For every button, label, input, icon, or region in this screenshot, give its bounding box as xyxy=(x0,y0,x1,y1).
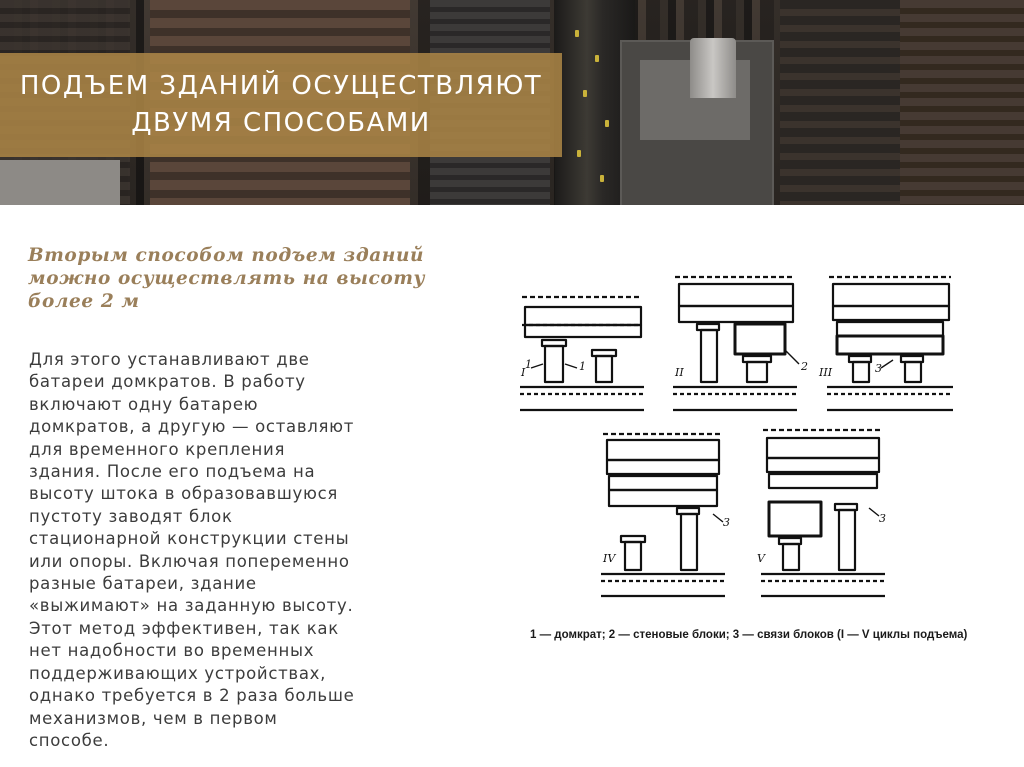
subtitle: Вторым способом подъем зданий можно осуществлять на высоту более 2 м xyxy=(28,245,426,312)
diagram-label-panel-1-roman: I xyxy=(521,366,526,379)
title-box xyxy=(0,53,562,157)
background-building xyxy=(0,160,120,205)
body-text: Для этого устанавливают две батареи домкратов. В работу включают одну батарею домкратов, а другую — оставляют для временного крепления здания. После его подъема на высоту штока в образовавшуюся пустоту заводят блок стационарной конструкции стены или опоры. Включая попеременно разные батареи, здание «выжимают» на заданную высоту. Этот метод эффективен, так как нет надобности во временных поддерживающих устройствах, однако требуется в 2 раза больше механизмов, чем в первом способе. xyxy=(29,350,355,750)
diagram-panel-3 xyxy=(827,277,953,410)
diagram-panel-1 xyxy=(520,297,644,410)
title-line-1: ПОДЪЕМ ЗДАНИЙ ОСУЩЕСТВЛЯЮТ xyxy=(19,71,543,101)
diagram-panel-2 xyxy=(673,277,799,410)
diagram-label-panel-5-roman: V xyxy=(757,552,765,565)
lifting-cycles-diagram xyxy=(517,272,972,602)
background-water-tank xyxy=(690,38,736,98)
diagram-label-panel-4-number: 3 xyxy=(723,516,730,529)
diagram-panel-5 xyxy=(761,430,885,596)
header-banner xyxy=(0,0,1024,205)
diagram-label-panel-3-number: 3 xyxy=(875,362,882,375)
diagram-label-panel-1-number-b: 1 xyxy=(579,360,586,373)
slide-title xyxy=(20,68,542,142)
title-line-2: ДВУМЯ СПОСОБАМИ xyxy=(131,108,431,138)
diagram-label-panel-2-roman: II xyxy=(675,366,684,379)
diagram-label-panel-2-number: 2 xyxy=(801,360,808,373)
diagram-label-panel-1-number-a: 1 xyxy=(525,358,532,371)
background-building xyxy=(900,0,1024,205)
background-building xyxy=(780,0,900,205)
diagram-label-panel-3-roman: III xyxy=(819,366,833,379)
figure-caption: 1 — домкрат; 2 — стеновые блоки; 3 — связи блоков (I — V циклы подъема) xyxy=(530,629,968,641)
diagram-label-panel-5-number: 3 xyxy=(879,512,886,525)
diagram-label-panel-4-roman: IV xyxy=(603,552,616,565)
diagram-panel-4 xyxy=(601,434,725,596)
